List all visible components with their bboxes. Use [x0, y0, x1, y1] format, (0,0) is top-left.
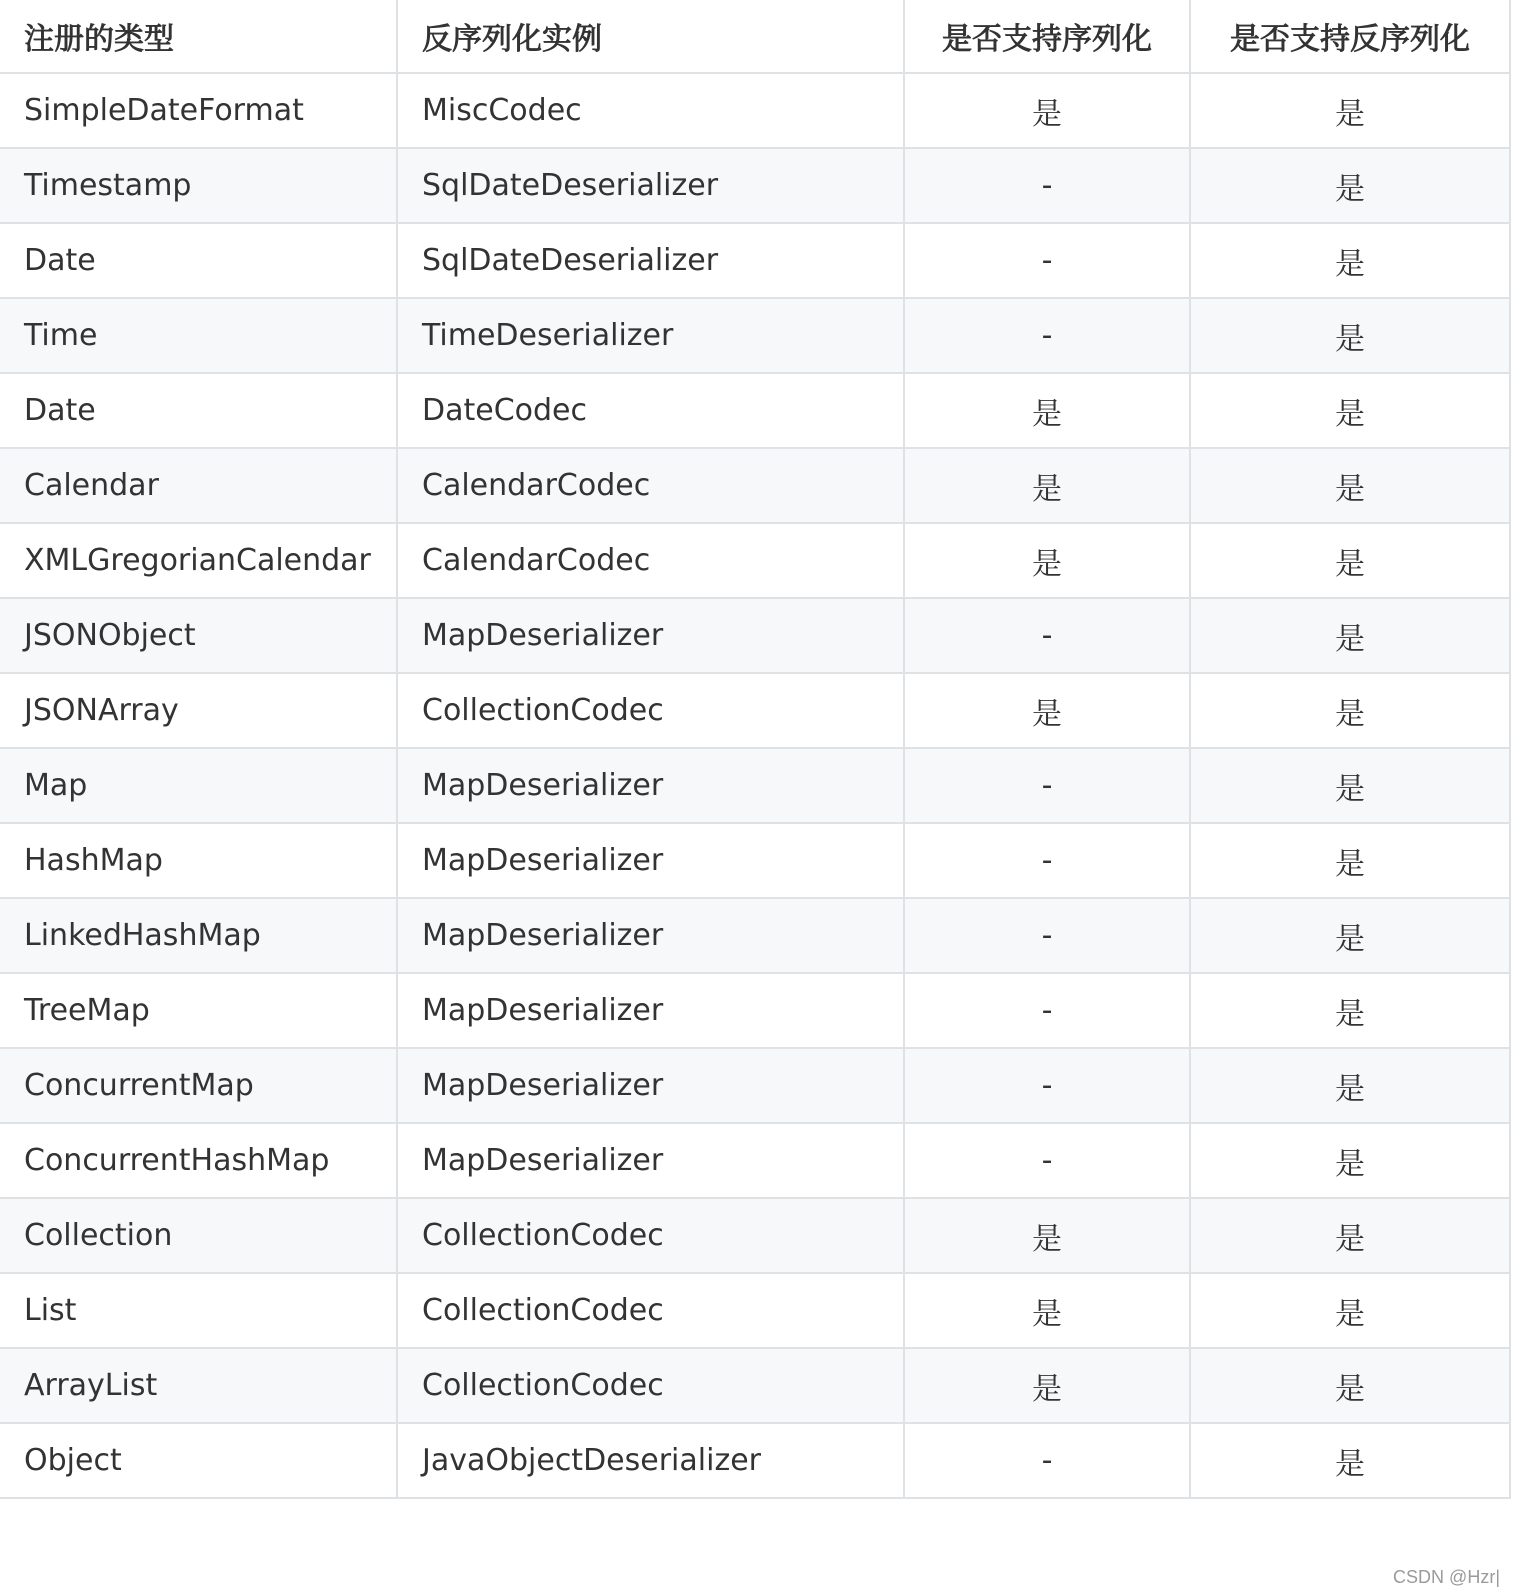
cell-registered-type: SimpleDateFormat — [0, 73, 397, 148]
table-row — [0, 673, 1510, 748]
cell-supports-serialization: - — [904, 1423, 1190, 1498]
cell-supports-serialization: - — [904, 148, 1190, 223]
cell-supports-serialization: - — [904, 973, 1190, 1048]
cell-supports-serialization: - — [904, 823, 1190, 898]
table-row — [0, 1273, 1510, 1348]
cell-registered-type: Date — [0, 373, 397, 448]
cell-supports-deserialization: 是 — [1190, 1273, 1510, 1348]
cell-supports-deserialization: 是 — [1190, 973, 1510, 1048]
cell-supports-deserialization: 是 — [1190, 1048, 1510, 1123]
cell-supports-serialization: 是 — [904, 73, 1190, 148]
cell-supports-deserialization: 是 — [1190, 298, 1510, 373]
cell-deserializer-instance: MapDeserializer — [397, 898, 904, 973]
table-row — [0, 523, 1510, 598]
table-row — [0, 373, 1510, 448]
cell-supports-serialization: - — [904, 1048, 1190, 1123]
table-row — [0, 748, 1510, 823]
cell-supports-deserialization: 是 — [1190, 1123, 1510, 1198]
cell-supports-serialization: 是 — [904, 673, 1190, 748]
cell-deserializer-instance: MiscCodec — [397, 73, 904, 148]
cell-supports-deserialization: 是 — [1190, 1348, 1510, 1423]
table-row — [0, 1048, 1510, 1123]
cell-deserializer-instance: CollectionCodec — [397, 1273, 904, 1348]
cell-supports-serialization: 是 — [904, 373, 1190, 448]
cell-deserializer-instance: CollectionCodec — [397, 1348, 904, 1423]
cell-supports-deserialization: 是 — [1190, 448, 1510, 523]
cell-registered-type: ConcurrentMap — [0, 1048, 397, 1123]
cell-deserializer-instance: MapDeserializer — [397, 1048, 904, 1123]
table-row — [0, 223, 1510, 298]
cell-supports-serialization: - — [904, 898, 1190, 973]
cell-supports-serialization: - — [904, 748, 1190, 823]
cell-supports-serialization: 是 — [904, 523, 1190, 598]
cell-supports-serialization: 是 — [904, 1348, 1190, 1423]
cell-registered-type: Timestamp — [0, 148, 397, 223]
cell-supports-serialization: 是 — [904, 1198, 1190, 1273]
cell-registered-type: Calendar — [0, 448, 397, 523]
cell-registered-type: Date — [0, 223, 397, 298]
header-supports-deserialization: 是否支持反序列化 — [1190, 0, 1510, 73]
cell-deserializer-instance: SqlDateDeserializer — [397, 148, 904, 223]
cell-supports-serialization: - — [904, 223, 1190, 298]
table-row — [0, 1198, 1510, 1273]
cell-supports-deserialization: 是 — [1190, 1423, 1510, 1498]
table-row — [0, 1348, 1510, 1423]
table-row — [0, 973, 1510, 1048]
table-row — [0, 1423, 1510, 1498]
cell-deserializer-instance: MapDeserializer — [397, 598, 904, 673]
table-row — [0, 598, 1510, 673]
cell-supports-deserialization: 是 — [1190, 148, 1510, 223]
cell-deserializer-instance: CalendarCodec — [397, 523, 904, 598]
cell-supports-serialization: - — [904, 598, 1190, 673]
cell-supports-deserialization: 是 — [1190, 223, 1510, 298]
cell-registered-type: List — [0, 1273, 397, 1348]
cell-deserializer-instance: JavaObjectDeserializer — [397, 1423, 904, 1498]
cell-deserializer-instance: TimeDeserializer — [397, 298, 904, 373]
header-registered-type: 注册的类型 — [0, 0, 397, 73]
table-row — [0, 148, 1510, 223]
cell-deserializer-instance: MapDeserializer — [397, 973, 904, 1048]
cell-deserializer-instance: MapDeserializer — [397, 748, 904, 823]
cell-deserializer-instance: CollectionCodec — [397, 673, 904, 748]
cell-deserializer-instance: DateCodec — [397, 373, 904, 448]
cell-supports-deserialization: 是 — [1190, 673, 1510, 748]
cell-registered-type: XMLGregorianCalendar — [0, 523, 397, 598]
cell-registered-type: ArrayList — [0, 1348, 397, 1423]
header-deserializer-instance: 反序列化实例 — [397, 0, 904, 73]
cell-registered-type: JSONArray — [0, 673, 397, 748]
table-row — [0, 1123, 1510, 1198]
cell-supports-deserialization: 是 — [1190, 523, 1510, 598]
table-row — [0, 73, 1510, 148]
table-row — [0, 823, 1510, 898]
cell-supports-deserialization: 是 — [1190, 598, 1510, 673]
cell-supports-deserialization: 是 — [1190, 1198, 1510, 1273]
cell-registered-type: Time — [0, 298, 397, 373]
cell-supports-serialization: 是 — [904, 1273, 1190, 1348]
table-row — [0, 448, 1510, 523]
cell-registered-type: TreeMap — [0, 973, 397, 1048]
cell-registered-type: ConcurrentHashMap — [0, 1123, 397, 1198]
cell-deserializer-instance: CollectionCodec — [397, 1198, 904, 1273]
cell-supports-serialization: 是 — [904, 448, 1190, 523]
cell-registered-type: Object — [0, 1423, 397, 1498]
header-row — [0, 0, 1510, 73]
cell-registered-type: Collection — [0, 1198, 397, 1273]
csdn-watermark: CSDN @Hzr| — [1393, 1567, 1500, 1587]
table-row — [0, 898, 1510, 973]
cell-registered-type: HashMap — [0, 823, 397, 898]
cell-registered-type: JSONObject — [0, 598, 397, 673]
header-supports-serialization: 是否支持序列化 — [904, 0, 1190, 73]
table-row — [0, 298, 1510, 373]
cell-supports-deserialization: 是 — [1190, 823, 1510, 898]
table-body — [0, 73, 1510, 1498]
cell-supports-deserialization: 是 — [1190, 748, 1510, 823]
cell-supports-serialization: - — [904, 1123, 1190, 1198]
cell-registered-type: Map — [0, 748, 397, 823]
cell-deserializer-instance: CalendarCodec — [397, 448, 904, 523]
cell-supports-deserialization: 是 — [1190, 898, 1510, 973]
cell-deserializer-instance: MapDeserializer — [397, 823, 904, 898]
table-header — [0, 0, 1510, 73]
cell-supports-serialization: - — [904, 298, 1190, 373]
cell-supports-deserialization: 是 — [1190, 373, 1510, 448]
cell-registered-type: LinkedHashMap — [0, 898, 397, 973]
cell-deserializer-instance: SqlDateDeserializer — [397, 223, 904, 298]
cell-deserializer-instance: MapDeserializer — [397, 1123, 904, 1198]
cell-supports-deserialization: 是 — [1190, 73, 1510, 148]
